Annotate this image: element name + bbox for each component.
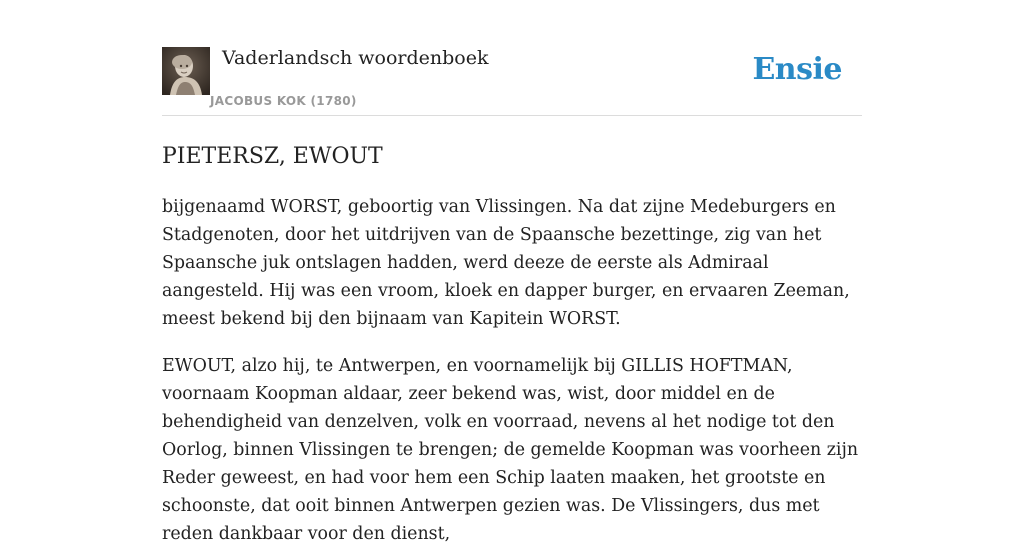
author-name: JACOBUS KOK (1780) bbox=[210, 94, 357, 108]
ensie-logo[interactable]: Ensie bbox=[752, 52, 842, 87]
entry-paragraph: bijgenaamd WORST, geboortig van Vlissingen. Na dat zijne Medeburgers en Stadgenoten, door het uitdrijven van de Spaansche bezettinge, zig van het Spaansche juk ontslagen hadden, werd deeze de eerste als Admiraal aangesteld. Hij was een vroom, kloek en dapper burger, en ervaaren Zeeman, meest bekend bij den bijnaam van Kapitein WORST. bbox=[162, 197, 850, 329]
entry-title: PIETERSZ, EWOUT bbox=[162, 144, 383, 169]
portrait-icon[interactable] bbox=[162, 47, 210, 95]
book-title[interactable]: Vaderlandsch woordenboek bbox=[222, 47, 489, 69]
book-header bbox=[162, 0, 862, 116]
article bbox=[162, 0, 862, 548]
entry-paragraph: EWOUT, alzo hij, te Antwerpen, en voornamelijk bij GILLIS HOFTMAN, voornaam Koopman aldaar, zeer bekend was, wist, door middel en de behendigheid van denzelven, volk en voorraad, nevens al het nodige tot den Oorlog, binnen Vlissingen te brengen; de gemelde Koopman was voorheen zijn Reder geweest, en had voor hem een Schip laaten maaken, het grootste en schoonste, dat ooit binnen Antwerpen gezien was. De Vlissingers, dus met reden dankbaar voor den dienst, bbox=[162, 356, 859, 544]
